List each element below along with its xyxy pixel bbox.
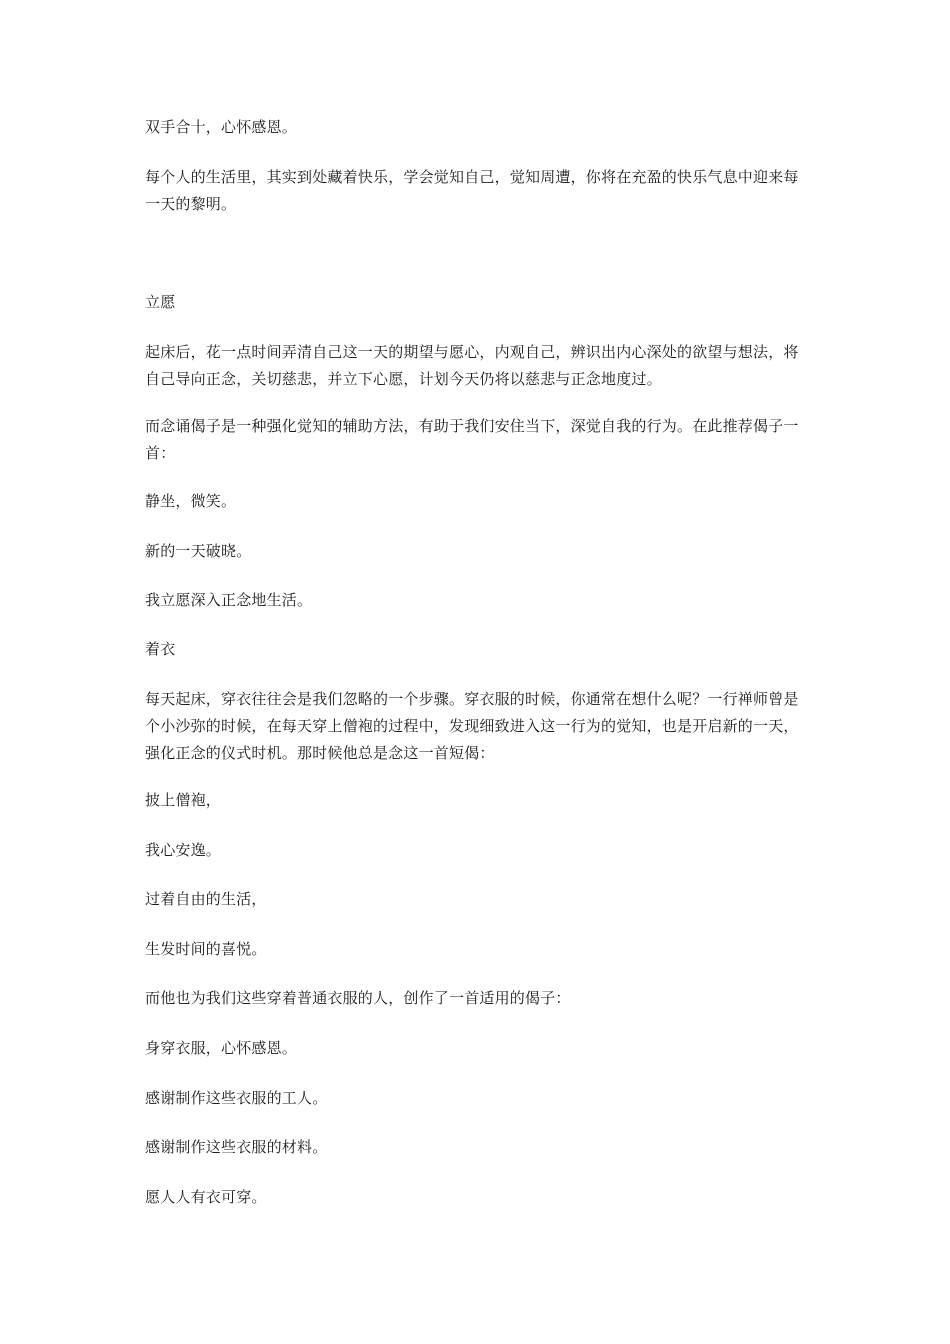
verse-line-4: 披上僧袍，: [145, 791, 222, 809]
paragraph-1: 双手合十，心怀感恩。: [145, 118, 298, 136]
verse-line-5: 我心安逸。: [145, 841, 222, 859]
verse-line-9: 感谢制作这些衣服的工人。: [145, 1089, 328, 1107]
verse-line-8: 身穿衣服，心怀感恩。: [145, 1039, 298, 1057]
section-heading-zhuoyi: 着衣: [145, 640, 176, 658]
verse-line-6: 过着自由的生活，: [145, 890, 267, 908]
section-heading-liyuan: 立愿: [145, 293, 176, 311]
verse-line-7: 生发时间的喜悦。: [145, 940, 267, 958]
verse-line-10: 感谢制作这些衣服的材料。: [145, 1138, 328, 1156]
paragraph-6: 而他也为我们这些穿着普通衣服的人，创作了一首适用的偈子：: [145, 989, 571, 1007]
paragraph-2: 每个人的生活里，其实到处藏着快乐，学会觉知自己，觉知周遭，你将在充盈的快乐气息中迎来每一天的黎明。: [145, 168, 799, 213]
verse-line-1: 静坐，微笑。: [145, 492, 237, 510]
verse-line-11: 愿人人有衣可穿。: [145, 1188, 267, 1206]
verse-line-3: 我立愿深入正念地生活。: [145, 591, 313, 609]
paragraph-4: 而念诵偈子是一种强化觉知的辅助方法，有助于我们安住当下，深觉自我的行为。在此推荐偈子一首：: [145, 417, 799, 462]
paragraph-3: 起床后，花一点时间弄清自己这一天的期望与愿心，内观自己，辨识出内心深处的欲望与想法，将自己导向正念，关切慈悲，并立下心愿，计划今天仍将以慈悲与正念地度过。: [145, 343, 799, 388]
verse-line-2: 新的一天破晓。: [145, 542, 252, 560]
paragraph-5: 每天起床，穿衣往往会是我们忽略的一个步骤。穿衣服的时候，你通常在想什么呢？一行禅师曾是个小沙弥的时候，在每天穿上僧袍的过程中，发现细致进入这一行为的觉知，也是开启新的一天，强化正念的仪式时机。那时候他总是念这一首短偈：: [145, 690, 799, 762]
